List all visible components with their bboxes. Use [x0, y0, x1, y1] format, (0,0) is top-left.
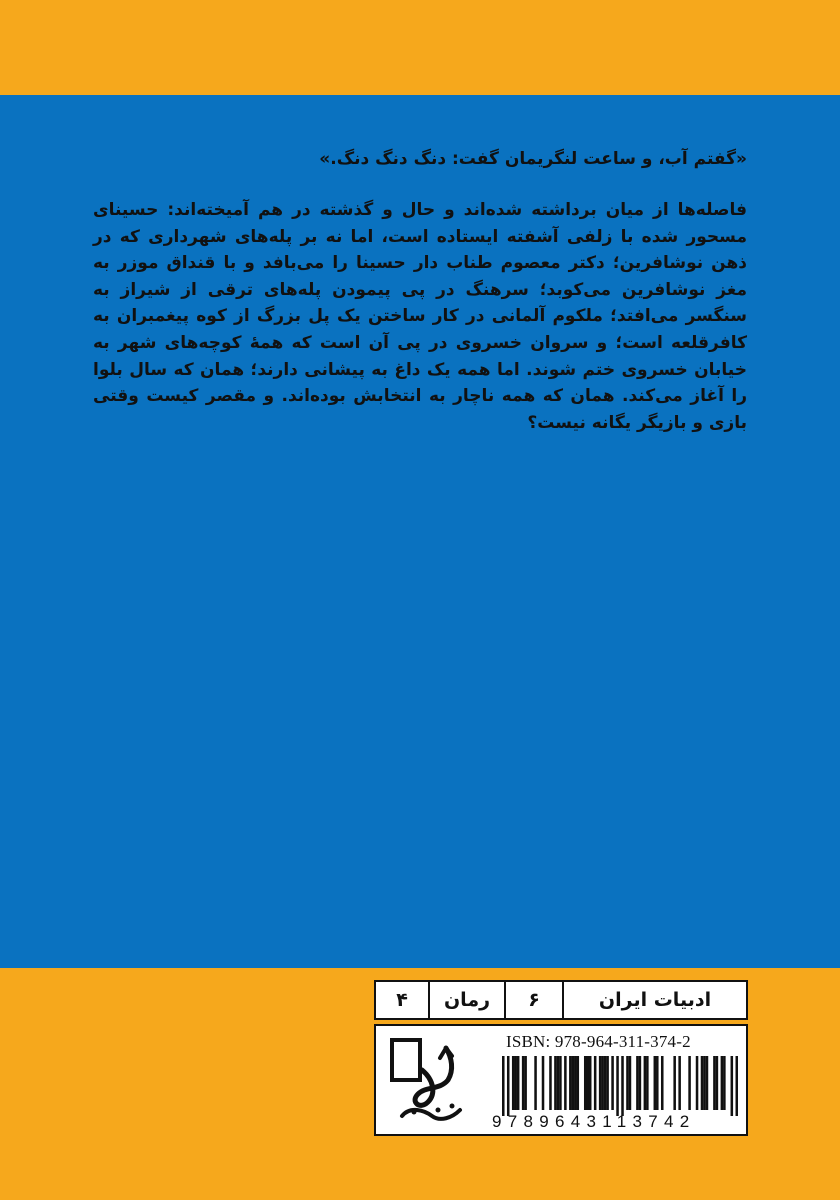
series-label: ادبیات ایران: [562, 982, 746, 1018]
barcode-bar: [644, 1056, 647, 1110]
blurb-paragraph: فاصله‌ها از میان برداشته شده‌اند و حال و گذشته در هم آمیخته‌اند: حسینای مسحور شده با زلفی آشفته ایستاده است، اما نه بر پله‌های شهرداری که در ذهن نوشافرین؛ دکتر معصوم طناب دار حسینا را می‌بافد و با قنداق موزر به مغز نوشافرین می‌کوبد؛ سرهنگ در پی پیمودن پله‌های ترقی از شیراز به سنگسر می‌افتد؛ ملکوم آلمانی در کار ساختن یک پل بزرگ از کوه پیغمبران به کافرقلعه است؛ و سروان خسروی در پی آن است که همهٔ کوچه‌های شهر به خیابان خسروی ختم شوند. اما همه یک داغ به پیشانی دارند؛ همان که سال بلوا را آغاز می‌کند. همان که همه ناچار به انتخابش بوده‌اند. و مقصر کیست وقتی بازی و بازیگر یگانه نیست؟: [93, 200, 747, 433]
barcode-bar: [577, 1056, 580, 1110]
series-number: ۶: [504, 982, 562, 1018]
barcode-bar: [736, 1056, 738, 1116]
barcode-bar: [616, 1056, 619, 1116]
barcode-bar: [636, 1056, 639, 1110]
publisher-phoenix-logo-icon: [388, 1036, 478, 1126]
barcode-bar: [589, 1056, 592, 1110]
barcode-bar: [574, 1056, 577, 1110]
barcode-bar: [661, 1056, 664, 1110]
barcode-bar: [673, 1056, 676, 1110]
genre-number: ۴: [396, 989, 408, 1011]
ean-barcode-icon: [502, 1056, 738, 1116]
barcode-bar: [586, 1056, 589, 1110]
ean-digits: 9789643113742: [492, 1112, 696, 1131]
barcode-bar: [723, 1056, 726, 1110]
barcode-bar: [502, 1056, 505, 1116]
barcode-bar: [646, 1056, 649, 1110]
genre-label: رمان: [428, 982, 504, 1018]
barcode-bar: [721, 1056, 724, 1110]
barcode-bar: [514, 1056, 517, 1110]
barcode-bar: [564, 1056, 567, 1110]
barcode-bar: [701, 1056, 704, 1110]
blurb-text-block: [93, 145, 747, 436]
barcode-bar: [594, 1056, 597, 1110]
barcode-bar: [626, 1056, 629, 1110]
barcode-bar: [534, 1056, 537, 1110]
barcode-bar: [731, 1056, 734, 1116]
barcode-bar: [601, 1056, 604, 1110]
top-orange-band: [0, 0, 840, 95]
barcode-bar: [559, 1056, 562, 1110]
barcode-bar: [656, 1056, 659, 1110]
barcode-bar: [716, 1056, 719, 1110]
barcode-bar: [688, 1056, 691, 1110]
barcode-bar: [549, 1056, 552, 1110]
barcode-bar: [696, 1056, 699, 1110]
barcode-bar: [542, 1056, 545, 1110]
series-info-box: [374, 980, 748, 1020]
barcode-bar: [706, 1056, 709, 1110]
blurb-quote: «گفتم آب، و ساعت لنگریمان گفت: دنگ دنگ دنگ.»: [319, 149, 747, 169]
barcode-bar: [678, 1056, 681, 1110]
barcode-bar: [654, 1056, 657, 1110]
barcode-bar: [611, 1056, 614, 1110]
barcode-bar: [604, 1056, 607, 1110]
barcode-bar: [507, 1056, 510, 1116]
barcode-bar: [584, 1056, 587, 1110]
barcode-bar: [606, 1056, 609, 1110]
barcode-bar: [629, 1056, 632, 1110]
barcode-bar: [522, 1056, 525, 1110]
isbn-barcode-box: [374, 1024, 748, 1136]
barcode-bar: [524, 1056, 527, 1110]
barcode-bar: [703, 1056, 706, 1110]
barcode-bar: [517, 1056, 520, 1110]
barcode-bar: [512, 1056, 515, 1110]
barcode-bar: [554, 1056, 557, 1110]
barcode-bar: [713, 1056, 716, 1110]
barcode-bar: [639, 1056, 642, 1110]
barcode-bar: [621, 1056, 624, 1116]
barcode-bar: [569, 1056, 572, 1110]
barcode-bar: [557, 1056, 560, 1110]
isbn-number: ISBN: 978-964-311-374-2: [506, 1032, 691, 1051]
barcode-bar: [599, 1056, 602, 1110]
barcode-bar: [572, 1056, 575, 1110]
